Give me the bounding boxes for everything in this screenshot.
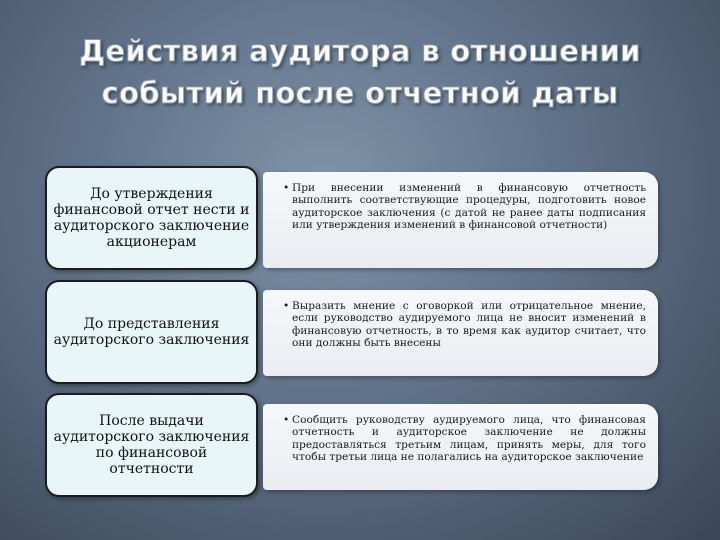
stage-label: После выдачи аудиторского заключения по финансовой отчетности [53,413,250,477]
action-box-before-approval [263,172,658,268]
bullet-icon: • [283,182,290,194]
slide-title-line-2: событий после отчетной даты [101,76,619,110]
action-box-after-report [263,404,658,490]
stage-box-before-report [45,280,258,384]
stage-box-before-approval [45,166,258,270]
slide-title [20,30,700,114]
action-text: При внесении изменений в финансовую отчетность выполнить соответствующие процедуры, подготовить новое аудиторское заключения (с датой не ранее даты подписания или утверждения изменений в финансовой отчетности) [292,182,646,232]
action-item [283,414,646,464]
bullet-icon: • [283,414,290,426]
slide-title-line-1: Действия аудитора в отношении [79,34,641,68]
action-item [283,182,646,232]
stage-box-after-report [45,393,258,497]
action-text: Выразить мнение с оговоркой или отрицательное мнение, если руководство аудируемого лица не вносит изменений в финансовую отчетность, в то время как аудитор считает, что они должны быть внесены [292,300,646,350]
stage-label: До утверждения финансовой отчет нести и аудиторского заключение акционерам [53,186,250,250]
stage-label: До представления аудиторского заключения [53,316,250,348]
action-box-before-report [263,290,658,376]
bullet-icon: • [283,300,290,312]
action-item [283,300,646,350]
action-text: Сообщить руководству аудируемого лица, что финансовая отчетность и аудиторское заключение не должны предоставляться третьим лицам, принять меры, для того чтобы третьи лица не полагались на аудиторское заключение [292,414,646,464]
